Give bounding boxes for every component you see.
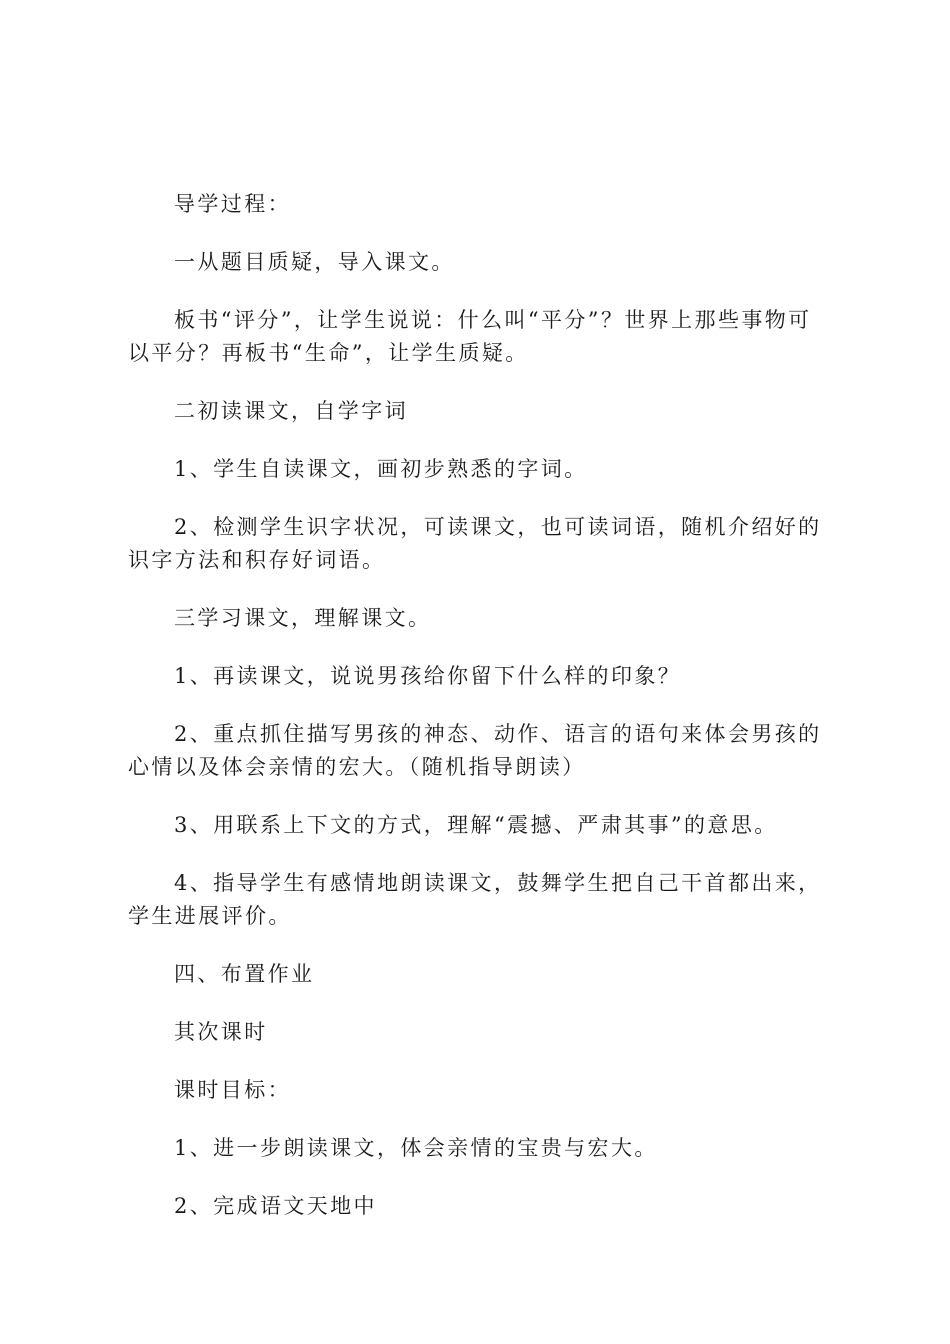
paragraph-step-one: 一从题目质疑，导入课文。 — [174, 250, 455, 274]
paragraph-step-three: 三学习课文，理解课文。 — [174, 606, 432, 630]
paragraph-second-lesson: 其次课时 — [174, 1020, 268, 1044]
paragraph-step-two: 二初读课文，自学字词 — [174, 399, 408, 423]
paragraph-guide-process: 导学过程： — [174, 192, 291, 216]
paragraph-lesson-goals: 课时目标： — [174, 1078, 291, 1102]
document-body — [128, 188, 832, 1248]
paragraph-item: 1、进一步朗读课文，体会亲情的宝贵与宏大。 — [174, 1136, 658, 1160]
paragraph-item: 1、学生自读课文，画初步熟悉的字词。 — [174, 457, 588, 481]
paragraph-item: 2、完成语文天地中 — [174, 1194, 377, 1218]
paragraph-item: 3、用联系上下文的方式，理解“震撼、严肃其事”的意思。 — [174, 813, 778, 837]
paragraph-item: 2、重点抓住描写男孩的神态、动作、语言的语句来体会男孩的心情以及体会亲情的宏大。（随机指导朗读） — [128, 722, 822, 779]
paragraph-step-four: 四、布置作业 — [174, 962, 315, 986]
paragraph-item: 4、指导学生有感情地朗读课文，鼓舞学生把自己干首都出来，学生进展评价。 — [128, 871, 822, 928]
paragraph-blackboard: 板书“评分”，让学生说说：什么叫“平分”？世界上那些事物可以平分？再板书“生命”，让学生质疑。 — [128, 308, 812, 365]
paragraph-item: 1、再读课文，说说男孩给你留下什么样的印象？ — [174, 664, 682, 688]
paragraph-item: 2、检测学生识字状况，可读课文，也可读词语，随机介绍好的识字方法和积存好词语。 — [128, 515, 822, 572]
